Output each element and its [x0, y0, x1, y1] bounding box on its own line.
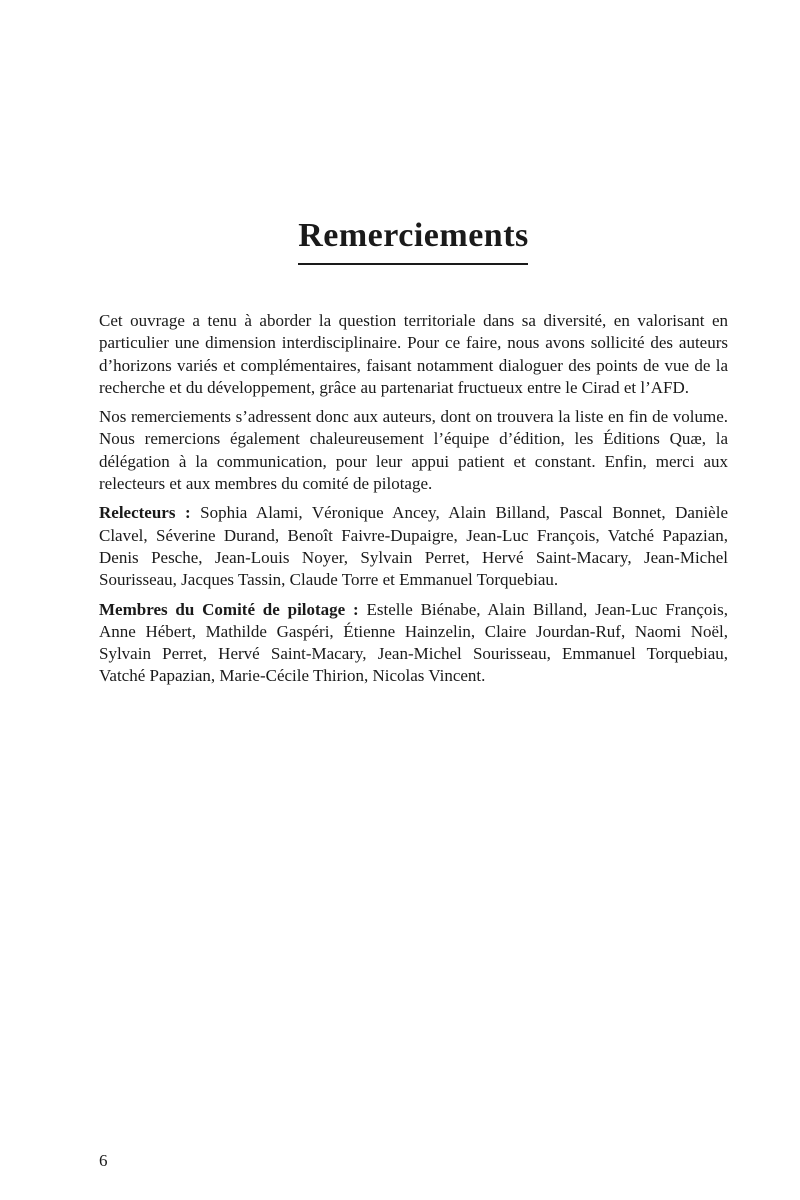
paragraph-lead: Relecteurs : [99, 503, 191, 523]
title-underline [298, 263, 528, 265]
page-title: Remerciements [298, 217, 529, 254]
paragraph-text: Estelle Biénabe, Alain Billand, Jean-Luc François, Anne Hébert, Mathilde Gaspéri, Étienne Hainzelin, Claire Jourdan-Ruf, Naomi Noël, Sylvain Perret, Hervé Saint-Macary, Jean-Michel Sourisseau, Emmanuel Torquebiau, Vatché Papazian, Marie-Cécile Thirion, Nicolas Vincent. [99, 599, 728, 686]
paragraph-text: Sophia Alami, Véronique Ancey, Alain Billand, Pascal Bonnet, Danièle Clavel, Séverine Durand, Benoît Faivre-Dupaigre, Jean-Luc François, Vatché Papazian, Denis Pesche, Jean-Louis Noyer, Sylvain Perret, Hervé Saint-Macary, Jean-Michel Sourisseau, Jacques Tassin, Claude Torre et Emmanuel Torquebiau. [99, 503, 728, 590]
paragraph-text: Nos remerciements s’adressent donc aux auteurs, dont on trouvera la liste en fin de volume. Nous remercions également chaleureusement l’équipe d’édition, les Éditions Quæ, la délégation à la communication, pour leur appui patient et constant. Enfin, merci aux relecteurs et aux membres du comité de pilotage. [99, 407, 728, 494]
paragraph [99, 406, 728, 495]
paragraph [99, 310, 728, 399]
paragraph-relecteurs [99, 502, 728, 591]
page-number: 6 [99, 1151, 108, 1170]
paragraph-lead: Membres du Comité de pilotage : [99, 599, 359, 619]
page-body [99, 310, 728, 695]
paragraph-comite-pilotage [99, 599, 728, 688]
paragraph-text: Cet ouvrage a tenu à aborder la question territoriale dans sa diversité, en valorisant en particulier une dimension interdisciplinaire. Pour ce faire, nous avons sollicité des auteurs d’horizons variés et complémentaires, faisant notamment dialoguer des points de vue de la recherche et du développement, grâce au partenariat fructueux entre le Cirad et l’AFD. [99, 311, 728, 397]
